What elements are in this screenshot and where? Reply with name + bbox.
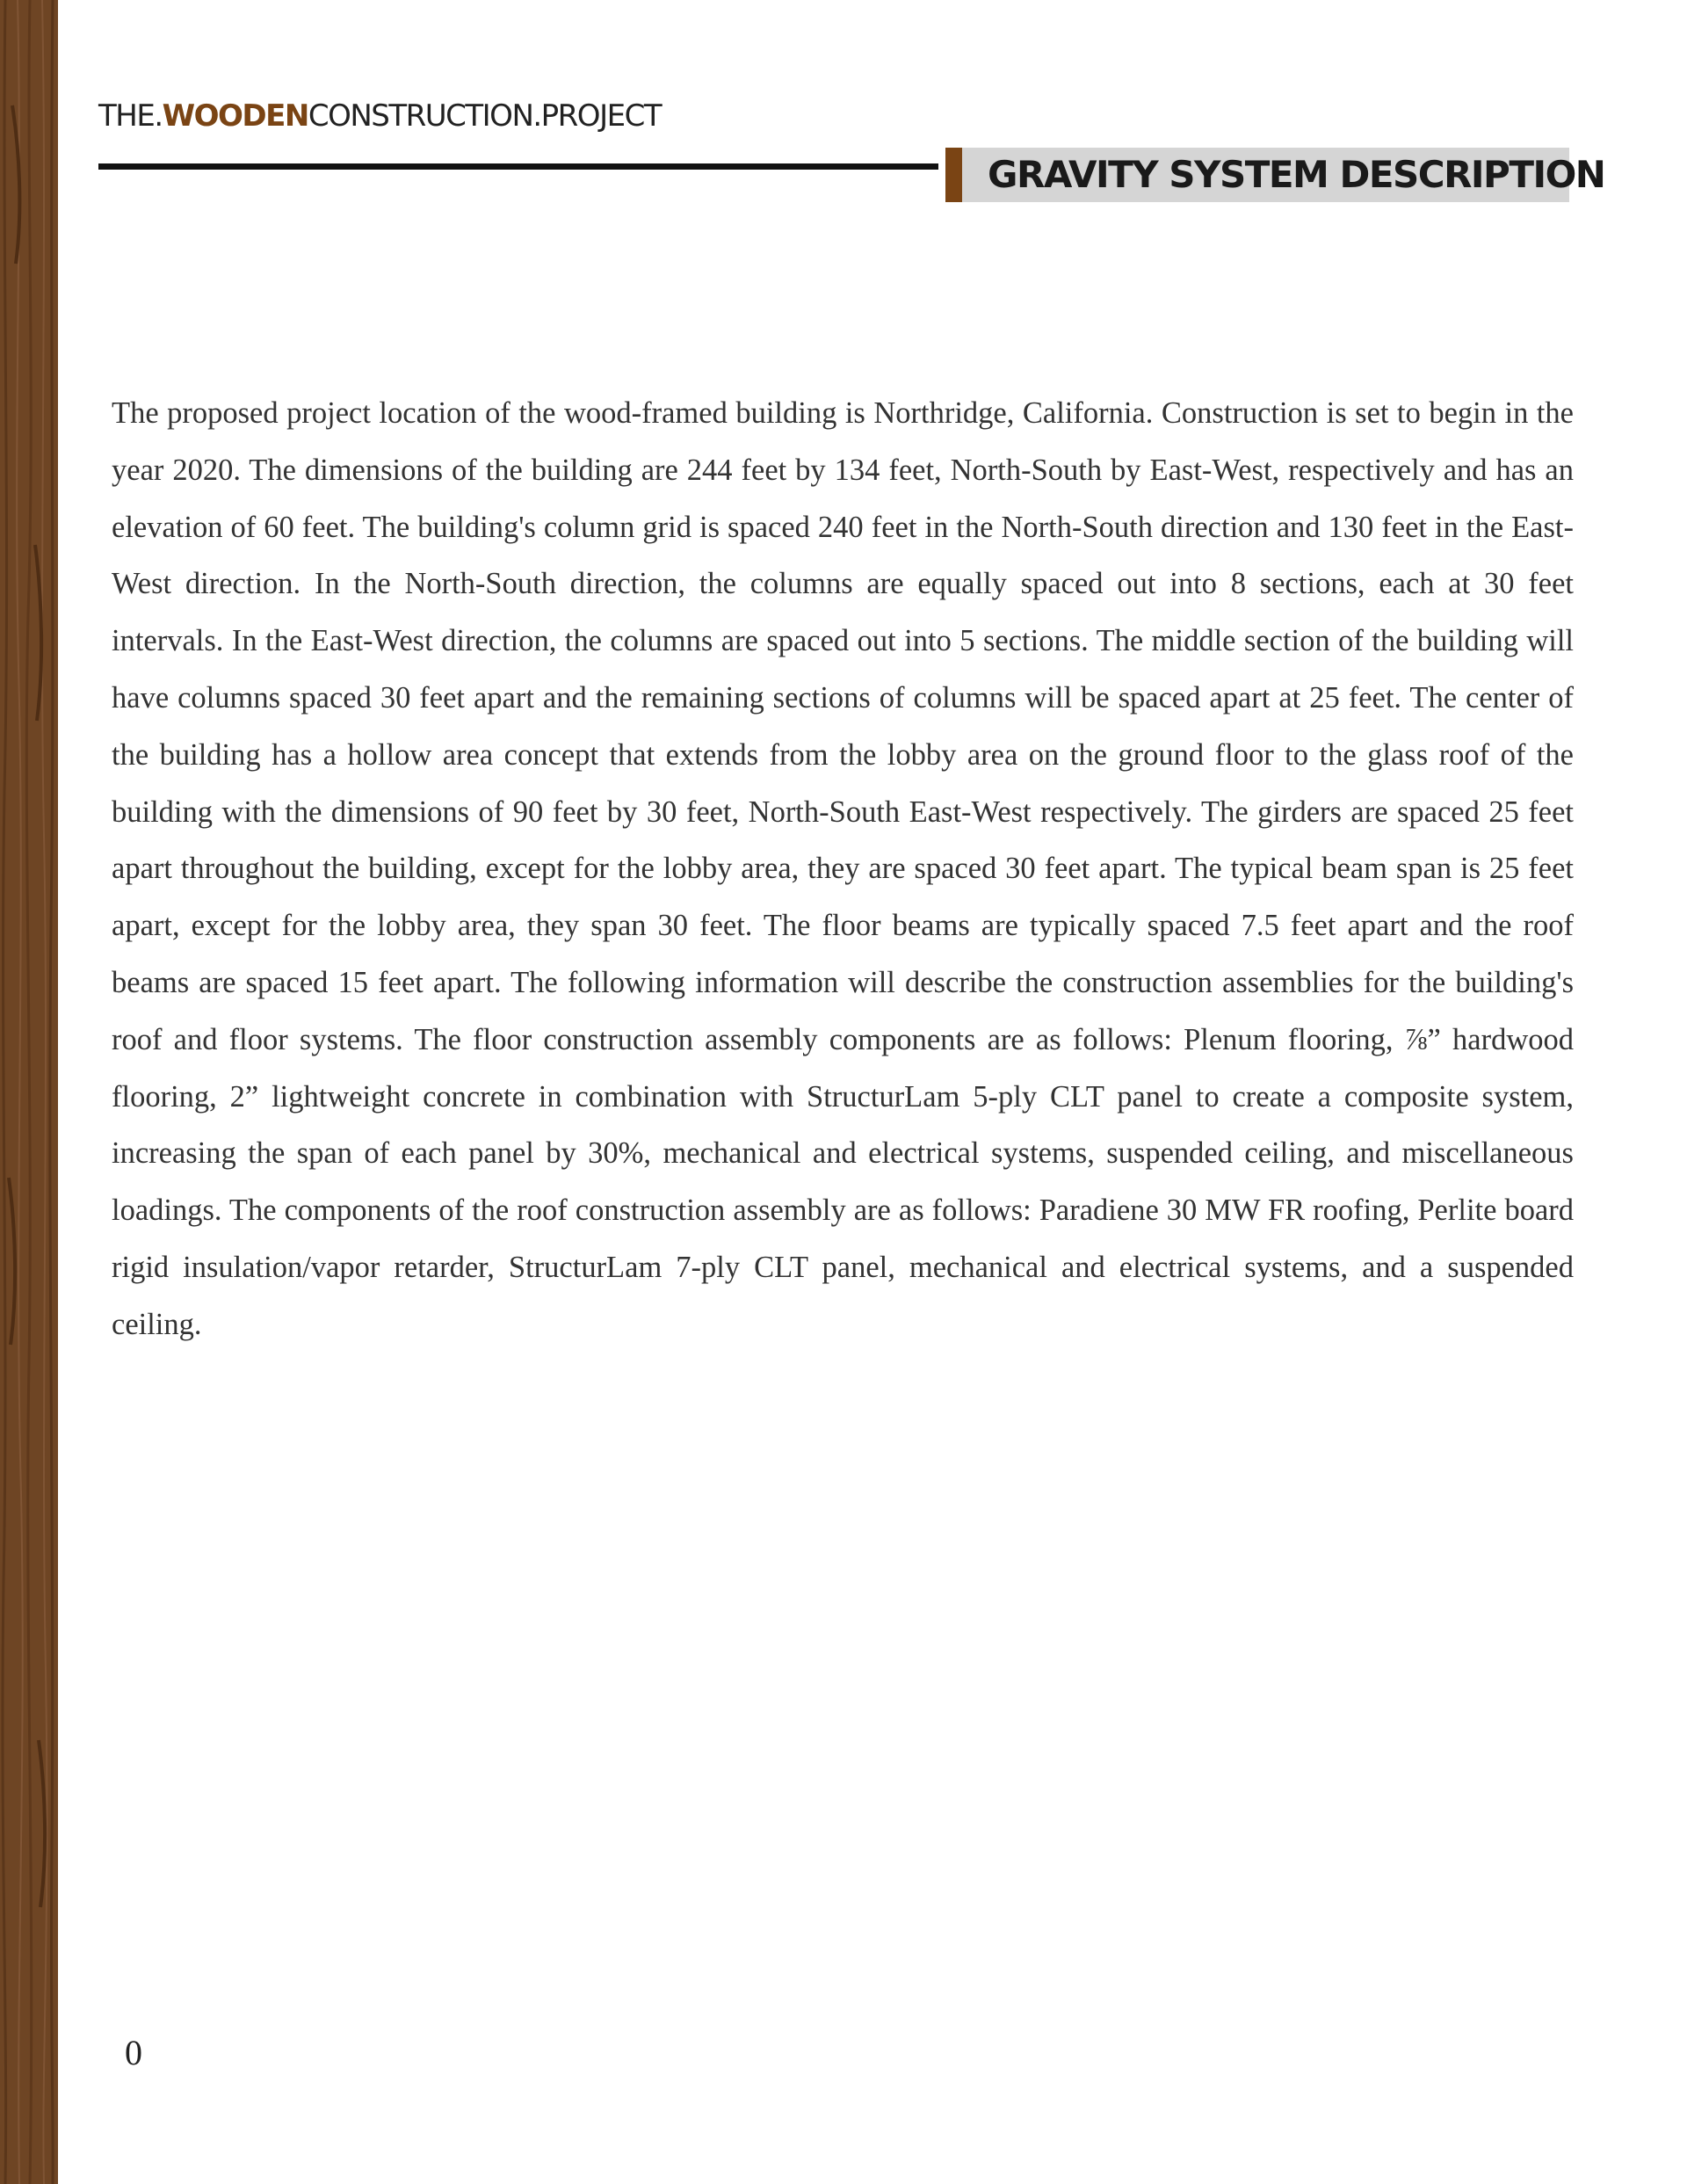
section-title: GRAVITY SYSTEM DESCRIPTION [988,153,1605,196]
brand-accent: WOODEN [162,98,308,134]
brand-suffix: CONSTRUCTION.PROJECT [308,98,662,134]
wood-grain-border [0,0,58,2184]
page-number: 0 [125,2033,142,2072]
section-title-block [945,148,1605,202]
brand-wordmark [98,98,661,134]
brand-prefix: THE. [98,98,163,134]
title-accent-marker [945,148,962,202]
body-paragraph: The proposed project location of the wood-framed building is Northridge, California. Construction is set to begin in the year 2020. The dimensions of the building are 244 feet by 134 feet, North-South by East-West, respectively and has an elevation of 60 feet. The building's column grid is spaced 240 feet in the North-South direction and 130 feet in the East-West direction. In the North-South direction, the columns are equally spaced out into 8 sections, each at 30 feet intervals. In the East-West direction, the columns are spaced out into 5 sections. The middle section of the building will have columns spaced 30 feet apart and the remaining sections of columns will be spaced apart at 25 feet. The center of the building has a hollow area concept that extends from the lobby area on the ground floor to the glass roof of the building with the dimensions of 90 feet by 30 feet, North-South East-West respectively. The girders are spaced 25 feet apart throughout the building, except for the lobby area, they are spaced 30 feet apart. The typical beam span is 25 feet apart, except for the lobby area, they span 30 feet. The floor beams are typically spaced 7.5 feet apart and the roof beams are spaced 15 feet apart. The following information will describe the construction assemblies for the building's roof and floor systems. The floor construction assembly components are as follows: Plenum flooring, ⅞” hardwood flooring, 2” lightweight concrete in combination with StructurLam 5-ply CLT panel to create a composite system, increasing the span of each panel by 30%, mechanical and electrical systems, suspended ceiling, and miscellaneous loadings. The components of the roof construction assembly are as follows: Paradiene 30 MW FR roofing, Perlite board rigid insulation/vapor retarder, StructurLam 7-ply CLT panel, mechanical and electrical systems, and a suspended ceiling. [112,396,1574,1341]
header-rule [98,163,938,170]
